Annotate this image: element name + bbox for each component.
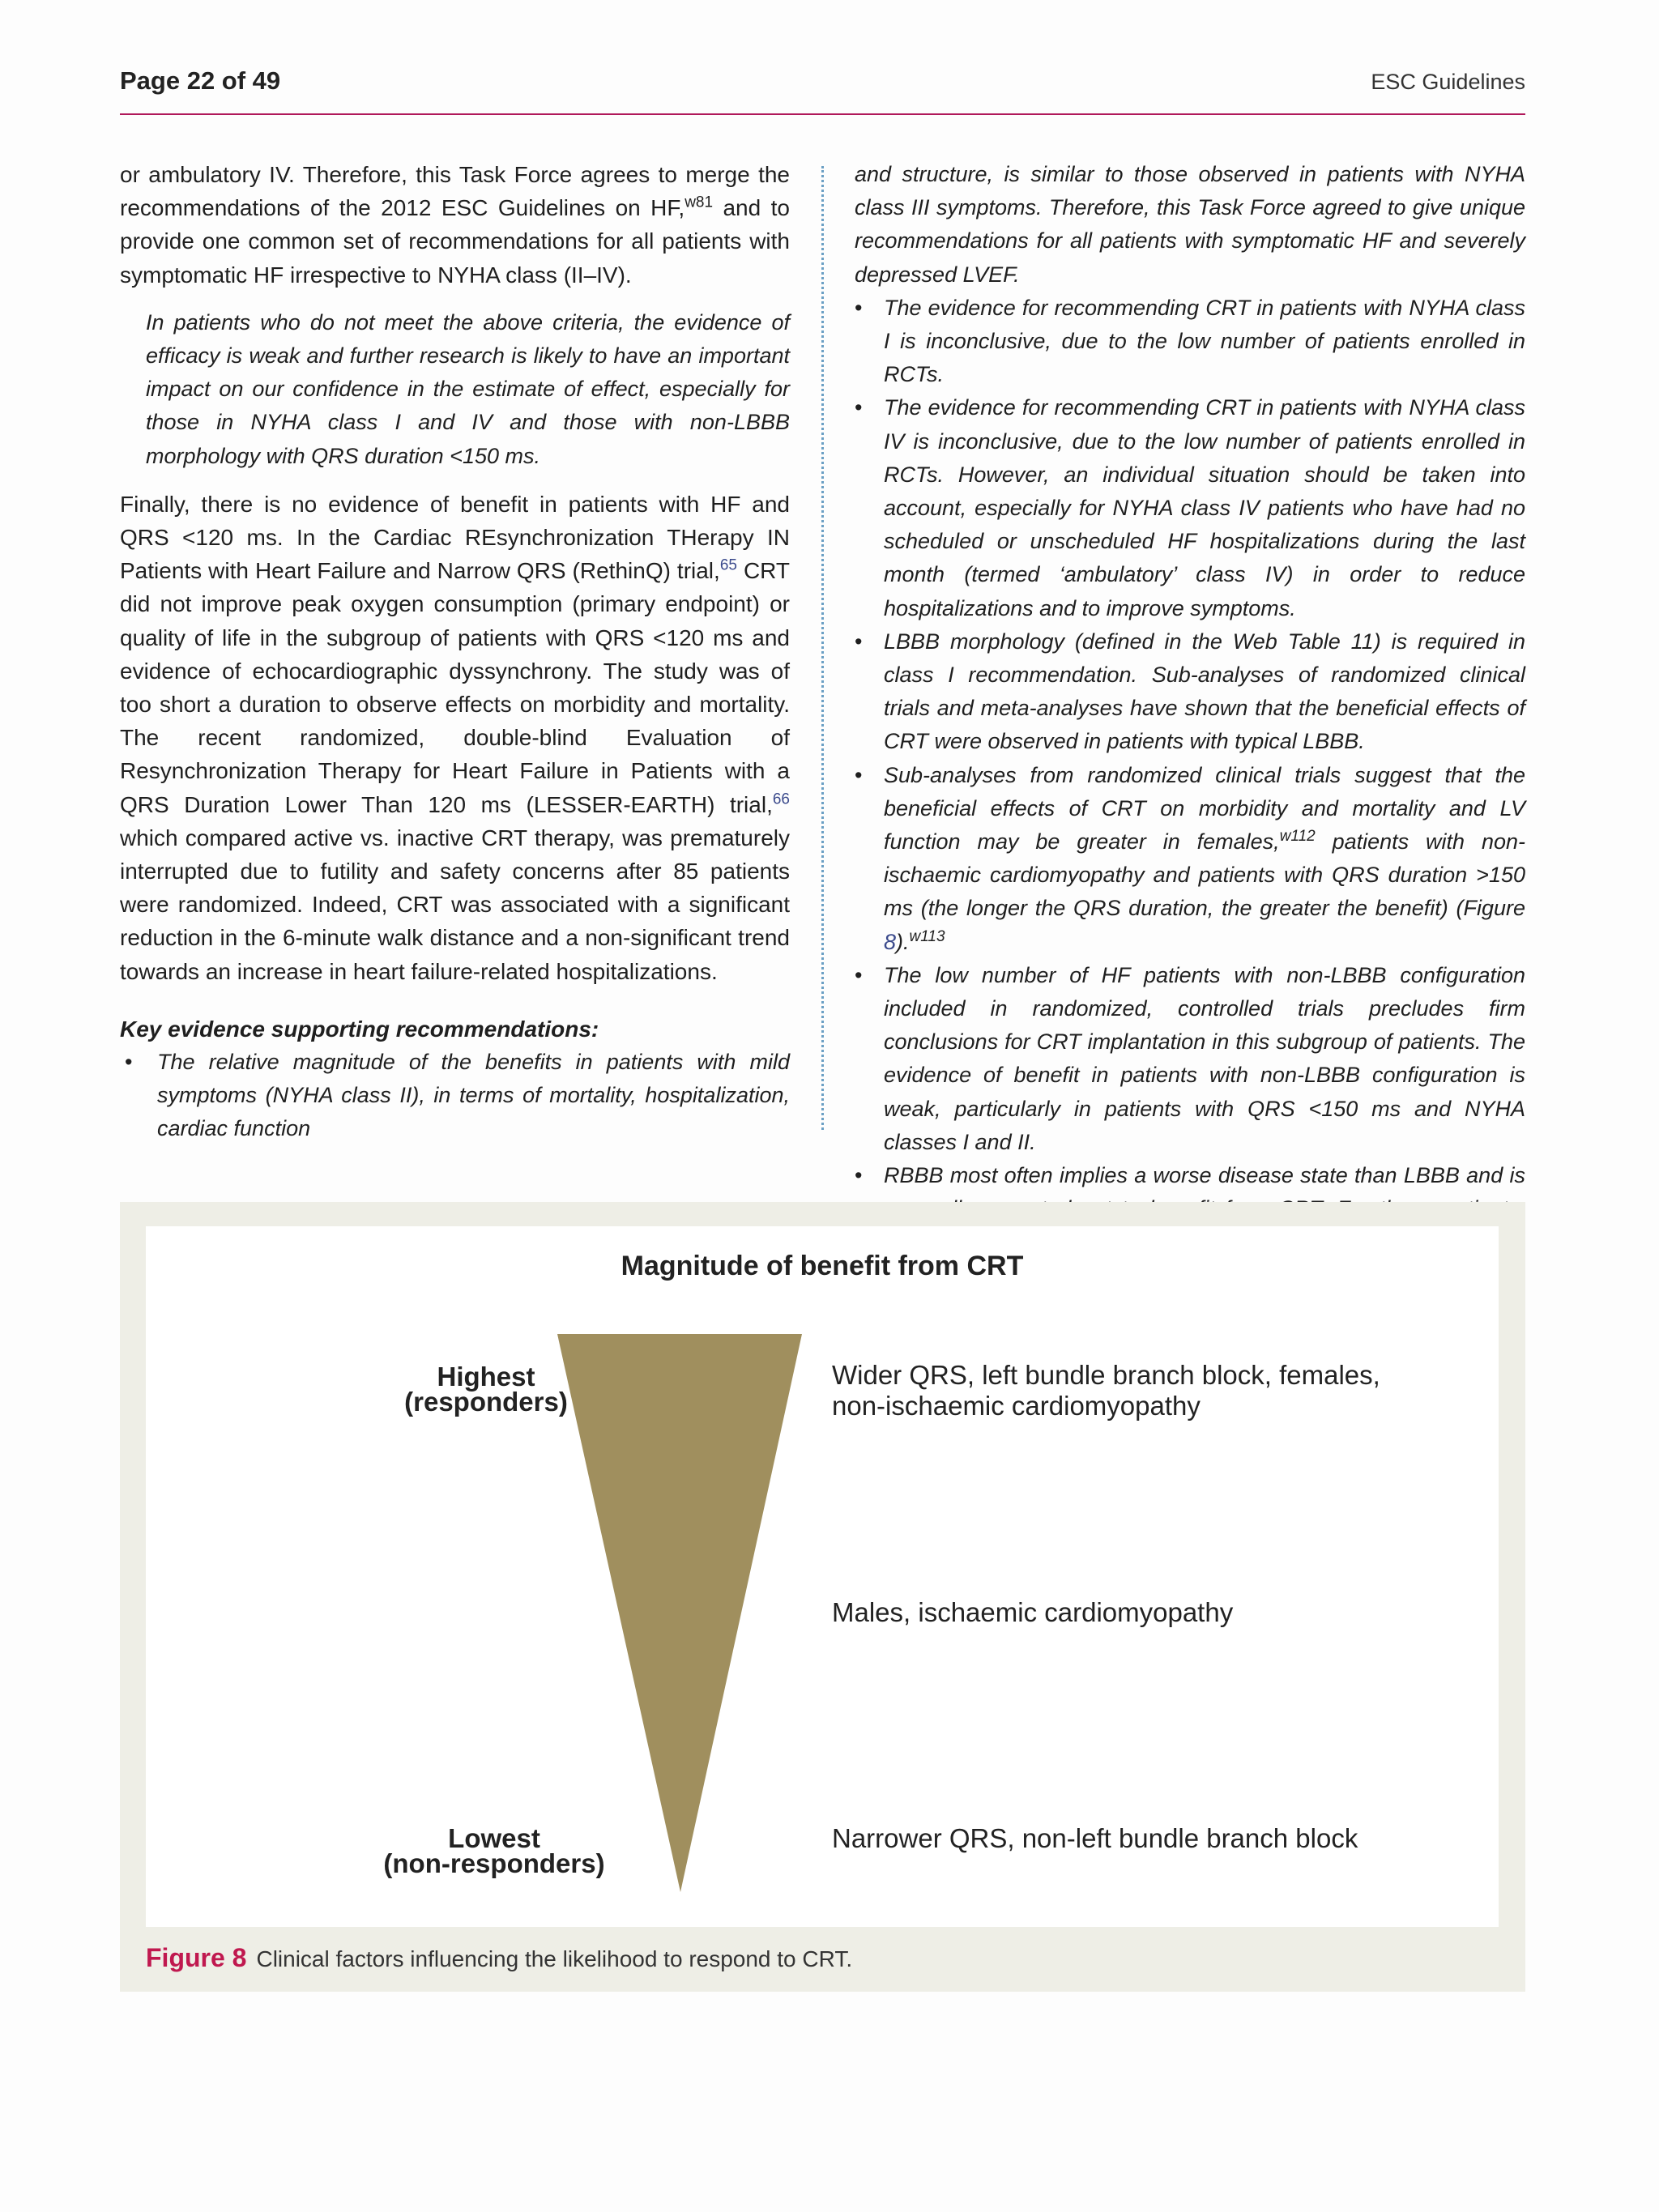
figure-panel [146,1226,1499,1927]
list-item: • The low number of HF patients with non-LBBB configuration included in randomized, controlled trials precludes firm conclusions for CRT implantation in this subgroup of patients. The evidence of benefit in patients with non-LBBB configuration is weak, particularly in patients with QRS <150 ms and NYHA classes I and II. [884,959,1525,1159]
intermediate-factors: Males, ischaemic cardiomyopathy [832,1597,1234,1627]
figure-number: Figure 8 [146,1943,247,1972]
low-responder-factors: Narrower QRS, non-left bundle branch block [832,1823,1358,1853]
reference-link[interactable]: 65 [719,556,737,574]
lowest-label: Lowest (non-responders) [383,1823,605,1878]
list-item: • RBBB most often implies a worse disease state than LBBB and is [884,1159,1525,1259]
list-item: • LBBB morphology (defined in the Web Table 11) is required in class I recommendation. Sub-analyses of randomized clinical trials and meta-analyses have shown that the beneficial effects of CRT were observed in patients with typical LBBB. [884,625,1525,759]
bullet-list [120,1046,790,1146]
italic-paragraph: In patients who do not meet the above criteria, the evidence of efficacy is weak and further research is likely to have an important impact on our confidence in the estimate of effect, especially for those in NYHA class I and IV and those with non-LBBB morphology with QRS duration <150 ms. [146,309,790,468]
list-item: • The evidence for recommending CRT in patients with NYHA class IV is inconclusive, due to the low number of patients enrolled in RCTs. However, an individual situation should be taken into account, especially for NYHA class IV patients who have had no scheduled or unscheduled HF hospitalizations during the last month (termed ‘ambulatory’ class IV) in order to reduce hospitalizations and to improve symptoms. [884,391,1525,624]
reference: w112 [1279,828,1316,846]
list-item: • The evidence for recommending CRT in patients with NYHA class I is inconclusive, due to the low number of patients enrolled in RCTs. [884,292,1525,392]
running-title: ESC Guidelines [1371,70,1525,94]
page-header [120,63,1525,115]
paragraph: and structure, is similar to those observed in patients with NYHA class III symptoms. Therefore, this Task Force agreed to give unique recommendations for all patients with symptomatic HF and severely depressed LVEF. [855,162,1525,287]
reference: w113 [909,927,945,945]
list-item: • The relative magnitude of the benefits in patients with mild symptoms (NYHA class II), in terms of mortality, hospitalization, cardiac function [120,1046,790,1146]
reference-link[interactable]: 66 [772,791,790,808]
highest-label: Highest (responders) [404,1362,568,1417]
figure-8 [120,1202,1525,1992]
high-responder-factors: Wider QRS, left bundle branch block, females, non-ischaemic cardiomyopathy [832,1360,1380,1421]
reference: w81 [684,194,714,211]
column-divider [821,166,824,1130]
section-heading: Key evidence supporting recommendations: [120,1016,599,1042]
benefit-triangle [557,1334,802,1892]
paragraph: Finally, there is no evidence of benefit in patients with HF and QRS <120 ms. In the Cardiac REsynchronization THerapy IN Patients with Heart Failure and Narrow QRS (RethinQ) trial,$^{65}$ CRT did not improve peak oxygen consumption (primary endpoint) or quality of life in the subgroup of patients with QRS <120 ms and evidence of echocardiographic dyssynchrony. The study was of too short a duration to observe effects on morbidity and mortality. The recent randomized, double-blind Evaluation of Resynchronization Therapy for Heart Failure in Patients with a QRS Duration Lower Than 120 ms (LESSER-EARTH) trial,$^{66}$ which compared active vs. inactive CRT therapy, was prematurely interrupted due to futility and safety concerns after 85 patients were randomized. Indeed, CRT was associated with a significant reduction in the 6-minute walk distance and a non-significant trend towards an increase in heart failure-related hospitalizations. [120,491,790,984]
paragraph: or ambulatory IV. Therefore, this Task Force agrees to merge the recommendations of the 2012 ESC Guidelines on HF,$^{w81}$ and to provide one common set of recommendations for all patients with symptomatic HF irrespective to NYHA class (II–IV). [120,162,790,288]
benefit-triangle-graphic [146,1226,1499,1927]
figure-title: Magnitude of benefit from CRT [621,1251,1024,1281]
page-number: Page 22 of 49 [120,66,281,95]
list-item: • Sub-analyses from randomized clinical trials suggest that the beneficial effects of CRT on morbidity and mortality and LV function may be greater in females,$^{w112}$ patients with non-ischaemic cardiomyopathy and patients with QRS duration >150 ms (the longer the QRS duration, the greater the benefit) (Figure 8).$^{w113}$ [884,759,1525,959]
figure-link[interactable]: 8 [884,929,897,954]
left-column [120,158,790,1146]
figure-caption: Figure 8 Clinical factors influencing the likelihood to respond to CRT. [146,1943,853,1972]
right-column [855,158,1525,1259]
bullet-list [884,292,1525,1259]
